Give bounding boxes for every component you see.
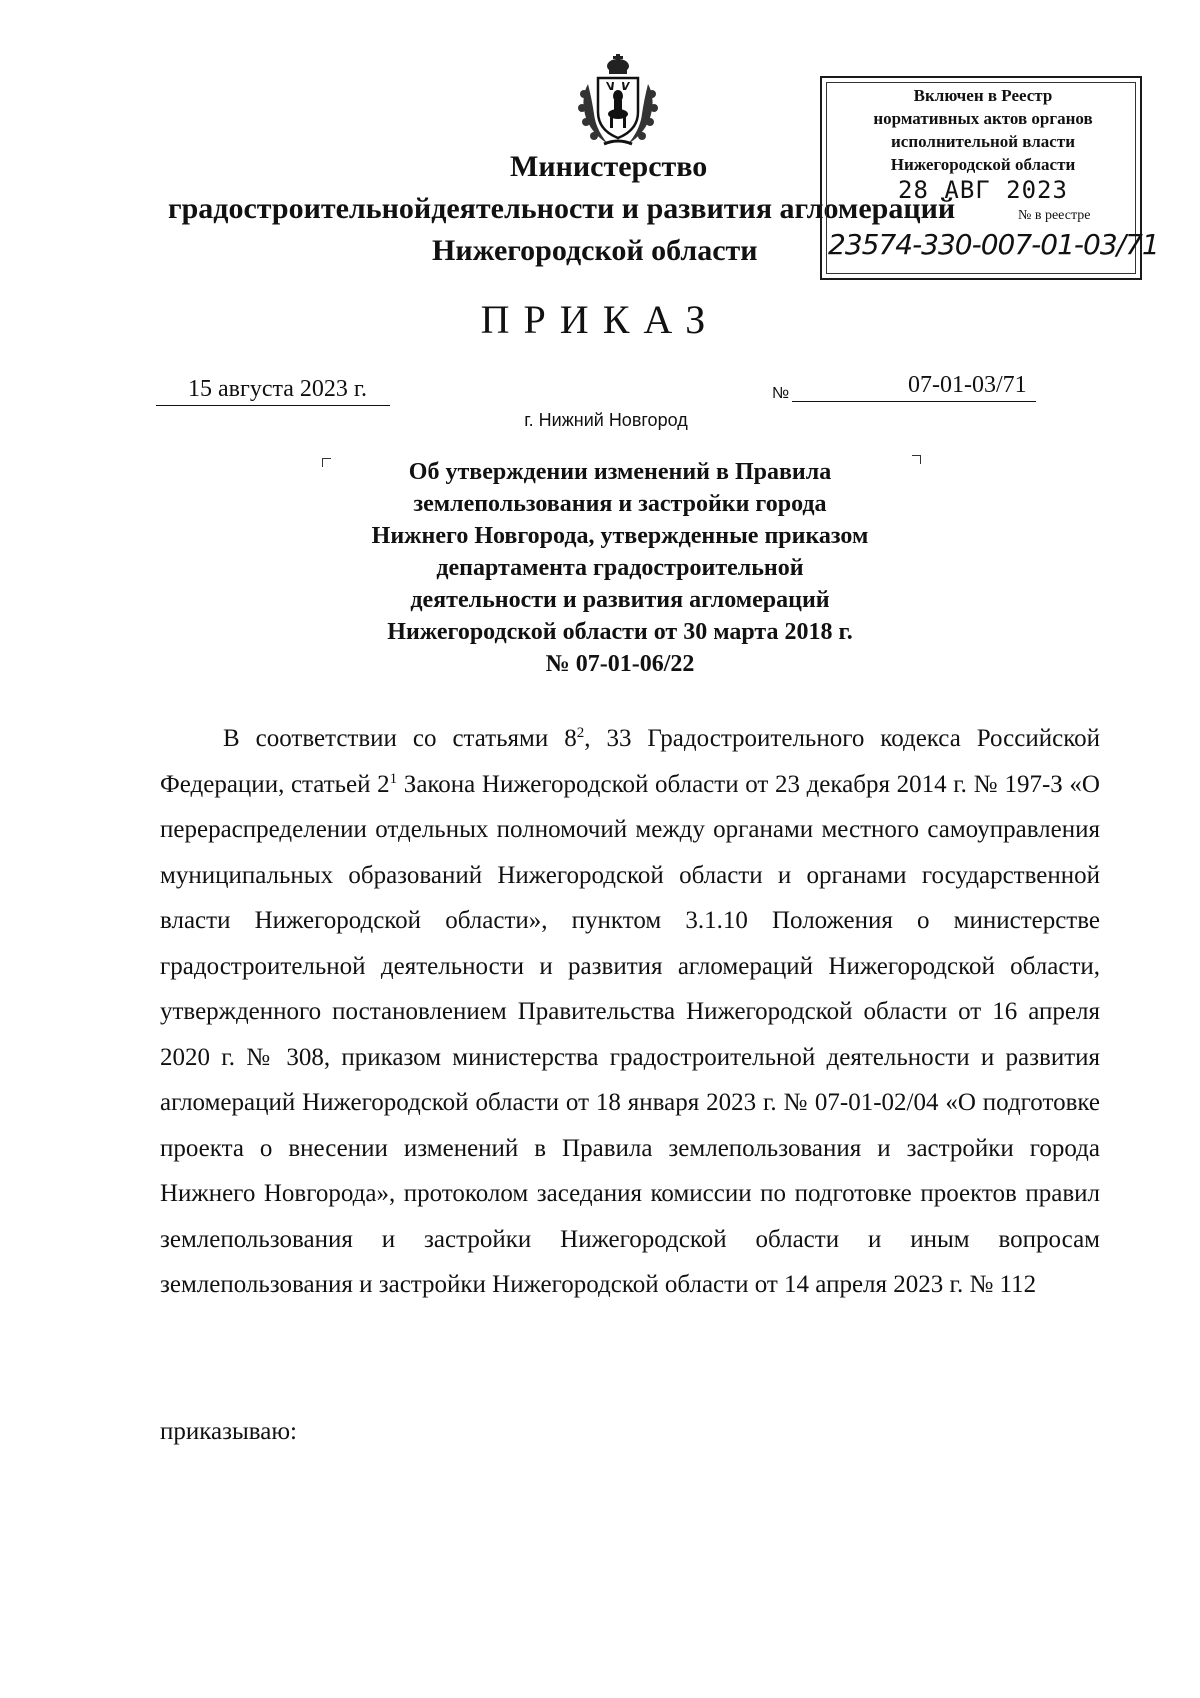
registry-stamp: [820, 76, 1159, 280]
coat-of-arms-icon: [574, 54, 662, 152]
subject-line: землепользования и застройки города: [413, 491, 827, 517]
city-line: [0, 410, 1200, 431]
date-underline: [156, 405, 390, 406]
stamp-line2: нормативных актов органов: [873, 109, 1093, 128]
order-subject: [340, 456, 900, 680]
preamble-paragraph: [160, 716, 1100, 1308]
stamp-line1: Включен в Реестр: [913, 86, 1053, 105]
corner-mark-right: [912, 455, 921, 464]
ministry-name-line3: Нижегородской области: [432, 234, 758, 267]
order-directive: приказываю:: [160, 1418, 297, 1445]
ministry-name-line1: Министерство: [510, 150, 708, 183]
stamp-line3: исполнительной власти: [891, 132, 1075, 151]
order-number: 07-01-03/71: [908, 372, 1027, 398]
preamble-text-part3: Закона Нижегородской области от 23 декабря 2014 г. № 197-З «О перераспределении отдельных полномочий между органами местного самоуправления муниципальных образований Нижегородской области и органами государственной власти Нижегородской области», пунктом 3.1.10 Положения о министерстве градостроительной деятельности и развития агломераций Нижегородской области, утвержденного постановлением Правительства Нижегородской области от 16 апреля 2020 г. № 308, приказом министерства градостроительной деятельности и развития агломераций Нижегородской области от 18 января 2023 г. № 07-01-02/04 «О подготовке проекта о внесении изменений в Правила землепользования и застройки города Нижнего Новгорода», протоколом заседания комиссии по подготовке проектов правил землепользования и застройки Нижегородской области и иным вопросам землепользования и застройки Нижегородской области от 14 апреля 2023 г. № 112: [160, 770, 1100, 1298]
number-underline: [792, 401, 1036, 402]
stamp-registry-label: № в реестре: [1018, 208, 1091, 223]
preamble-text-part2: , 33 Градостроительного кодекса Российской Федерации, статьей 2: [160, 725, 1100, 798]
subject-line: Нижнего Новгорода, утвержденные приказом: [371, 523, 869, 549]
stamp-line4: Нижегородской области: [890, 155, 1076, 174]
subject-line: № 07-01-06/22: [545, 651, 695, 677]
stamp-date: 28 АВГ 2023: [898, 176, 1068, 204]
document-type-title: ПРИКАЗ: [480, 297, 720, 342]
corner-mark-left: [322, 458, 331, 467]
superscript-1: 1: [389, 770, 398, 787]
coat-of-arms-graphic: [574, 54, 662, 152]
subject-line: деятельности и развития агломераций: [410, 587, 830, 613]
stamp-registry-number: 23574-330-007-01-03/71: [828, 228, 1159, 261]
ministry-name-line2: градостроительнойдеятельности и развития агломераций: [168, 192, 956, 225]
order-date: 15 августа 2023 г.: [188, 376, 368, 402]
subject-line: Нижегородской области от 30 марта 2018 г.: [387, 619, 853, 645]
preamble-text-part1: В соответствии со статьями 8: [223, 725, 577, 752]
subject-line: департамента градостроительной: [436, 555, 804, 581]
superscript-2: 2: [576, 725, 585, 741]
city-name: г. Нижний Новгород: [524, 410, 688, 430]
number-sign: №: [772, 385, 790, 402]
subject-line: Об утверждении изменений в Правила: [408, 459, 832, 485]
